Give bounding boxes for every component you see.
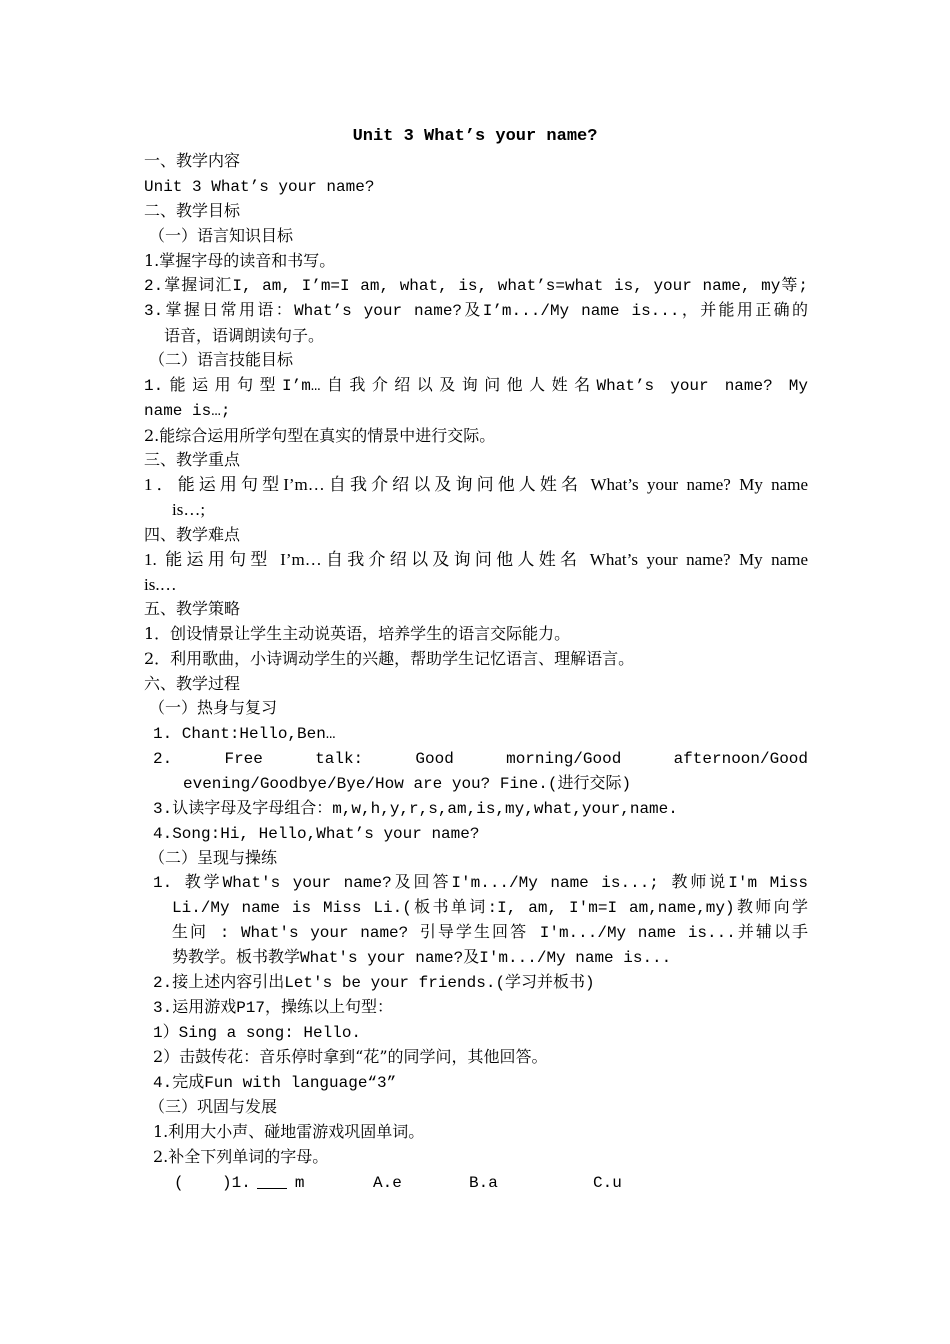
text-line: Unit 3 What’s your name? [144,178,375,196]
section-heading: 五、教学策略 [144,599,241,618]
subsection-heading: （三）巩固与发展 [149,1097,278,1116]
document-title: Unit 3 What’s your name? [352,127,598,146]
text-line: is.… [144,575,177,594]
option-a: A.e [373,1174,402,1192]
text-line: 3.掌握日常用语：What’s your name?及I’m.../My name is...，并能用正确的 [144,302,808,320]
text-line: 1．能运用句型I’m…自我介绍以及询问他人姓名 What’s your name? My name [144,475,808,494]
text-line: Li./My name is Miss Li.(板书单词:I, am, I'm=I am,name,my)教师向学 [172,899,808,917]
text-line: 1）Sing a song: Hello. [153,1024,362,1042]
text-line: 1．创设情景让学生主动说英语，培养学生的语言交际能力。 [144,624,571,643]
text-line: evening/Goodbye/Bye/How are you? Fine.(进行交际) [183,775,632,793]
text-line: 2.掌握词汇I, am, I’m=I am, what, is, what’s=what is, your name, my等; [144,277,808,295]
text-line: 1. 能运用句型 I’m…自我介绍以及询问他人姓名 What’s your name? My name [144,550,808,569]
text-line: 1.掌握字母的读音和书写。 [144,251,336,270]
text-line: 势教学。板书教学What's your name?及I'm.../My name is... [172,949,672,967]
text-line: 2.能综合运用所学句型在真实的情景中进行交际。 [144,426,496,445]
section-heading: 四、教学难点 [144,525,241,544]
section-heading: 六、教学过程 [144,674,241,693]
text-line: 4.Song:Hi, Hello,What’s your name? [153,825,480,843]
text-line: 1.能运用句型I’m…自我介绍以及询问他人姓名What’s your name? My [144,377,808,395]
section-heading: 一、教学内容 [144,151,241,170]
answer-blank [257,1173,287,1189]
text-line: 2.补全下列单词的字母。 [153,1147,329,1166]
text-line: 2．利用歌曲，小诗调动学生的兴趣，帮助学生记忆语言、理解语言。 [144,649,635,668]
text-line: 4.完成Fun with language“3” [153,1074,397,1092]
subsection-heading: （一）语言知识目标 [149,226,294,245]
subsection-heading: （一）热身与复习 [149,698,278,717]
exercise-word-suffix: m [294,1174,305,1192]
text-line: 1. 教学What's your name?及回答I'm.../My name is...; 教师说I'm Miss [153,874,808,892]
text-line: 2.接上述内容引出Let's be your friends.(学习并板书) [153,974,595,992]
option-b: B.a [469,1174,498,1192]
text-line: 3.运用游戏P17，操练以上句型： [153,999,394,1017]
text-line: name is…; [144,402,231,420]
text-line: 2）击鼓传花：音乐停时拿到“花”的同学问，其他回答。 [153,1047,548,1066]
text-line: 3.认读字母及字母组合：m,w,h,y,r,s,am,is,my,what,your,name. [153,800,678,818]
text-line: 1. Chant:Hello,Ben… [153,725,336,743]
exercise-number: ( )1. [174,1174,251,1192]
subsection-heading: （二）语言技能目标 [149,350,294,369]
text-line: 语音，语调朗读句子。 [164,326,325,345]
text-line: 生问 : What's your name? 引导学生回答 I'm.../My name is...并辅以手 [172,924,808,942]
subsection-heading: （二）呈现与操练 [149,848,278,867]
text-line: 1.利用大小声、碰地雷游戏巩固单词。 [153,1122,425,1141]
text-line: 2. Free talk: Good morning/Good afternoon/Good [153,750,808,768]
option-c: C.u [593,1174,622,1192]
section-heading: 三、教学重点 [144,450,241,469]
text-line: is…; [172,500,206,519]
section-heading: 二、教学目标 [144,201,241,220]
exercise-item [174,1173,774,1193]
